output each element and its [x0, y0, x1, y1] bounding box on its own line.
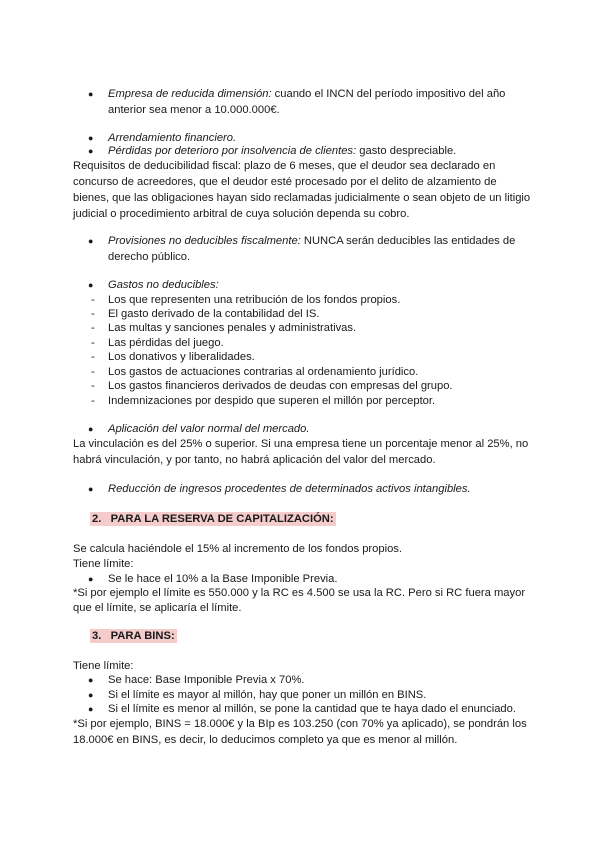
- bins-bullet: Se hace: Base Imponible Previa x 70%.: [108, 674, 305, 686]
- requisitos-line: judicial o procedimiento arbitral de cuya solución dependa su cobro.: [73, 208, 410, 220]
- gastos-item: Los gastos de actuaciones contrarias al ordenamiento jurídico.: [108, 366, 419, 378]
- bins-bullet: Si el límite es mayor al millón, hay que poner un millón en BINS.: [108, 689, 427, 701]
- dash-marker: -: [91, 395, 95, 407]
- limite-bullet: Se le hace el 10% a la Base Imponible Previa.: [108, 573, 338, 585]
- dash-marker: -: [91, 337, 95, 349]
- arrendamiento-item: Arrendamiento financiero.: [108, 132, 237, 144]
- dash-marker: -: [91, 366, 95, 378]
- bullet-icon: ●: [88, 89, 94, 99]
- valor-title: Aplicación del valor normal del mercado.: [108, 423, 310, 435]
- example-line: que el límite, se aplicaría el límite.: [73, 602, 242, 614]
- bullet-icon: ●: [88, 574, 94, 584]
- gastos-item: Los donativos y liberalidades.: [108, 351, 255, 363]
- bullet-icon: ●: [88, 236, 94, 246]
- dash-marker: -: [91, 294, 95, 306]
- bins-bullet: Si el límite es menor al millón, se pone la cantidad que te haya dado el enunciado.: [108, 703, 516, 715]
- empresa-line-2: anterior sea menor a 10.000.000€.: [108, 104, 280, 116]
- reduccion-item: Reducción de ingresos procedentes de determinados activos intangibles.: [108, 483, 471, 495]
- limite-label: Tiene límite:: [73, 558, 134, 570]
- section-title: PARA BINS:: [110, 630, 175, 642]
- perdidas-item: [108, 143, 456, 159]
- dash-marker: -: [91, 351, 95, 363]
- perdidas-title: Pérdidas por deterioro por insolvencia de clientes:: [108, 145, 357, 157]
- perdidas-text: gasto despreciable.: [356, 145, 457, 157]
- provisiones-title: Provisiones no deducibles fiscalmente:: [108, 235, 301, 247]
- section-title: PARA LA RESERVA DE CAPITALIZACIÓN:: [110, 513, 334, 525]
- gastos-item: Indemnizaciones por despido que superen el millón por perceptor.: [108, 395, 436, 407]
- bullet-icon: ●: [88, 280, 94, 290]
- provisiones-line-2: derecho público.: [108, 251, 191, 263]
- gastos-item: El gasto derivado de la contabilidad del IS.: [108, 308, 320, 320]
- gastos-item: Los gastos financieros derivados de deudas con empresas del grupo.: [108, 380, 453, 392]
- empresa-title: Empresa de reducida dimensión:: [108, 88, 272, 100]
- gastos-item: Las pérdidas del juego.: [108, 337, 224, 349]
- provisiones-line-1: [108, 233, 515, 249]
- bullet-icon: ●: [88, 690, 94, 700]
- section-heading: [90, 628, 177, 644]
- requisitos-line: concurso de acreedores, que el deudor esté procesado por el delito de alzamiento de: [73, 176, 497, 188]
- calc-text: Se calcula haciéndole el 15% al incremento de los fondos propios.: [73, 543, 402, 555]
- gastos-item: Las multas y sanciones penales y administrativas.: [108, 322, 357, 334]
- dash-marker: -: [91, 322, 95, 334]
- bullet-icon: ●: [88, 675, 94, 685]
- dash-marker: -: [91, 380, 95, 392]
- bullet-icon: ●: [88, 146, 94, 156]
- bullet-icon: ●: [88, 133, 94, 143]
- limite-label: Tiene límite:: [73, 660, 134, 672]
- empresa-text: cuando el INCN del período impositivo del año: [271, 88, 506, 100]
- example-line: *Si por ejemplo, BINS = 18.000€ y la BIp es 103.250 (con 70% ya aplicado), se pondrán los: [73, 718, 527, 730]
- bullet-icon: ●: [88, 704, 94, 714]
- example-line: 18.000€ en BINS, es decir, lo deducimos completo ya que es menor al millón.: [73, 734, 458, 746]
- dash-marker: -: [91, 308, 95, 320]
- bullet-icon: ●: [88, 424, 94, 434]
- example-line: *Si por ejemplo el límite es 550.000 y la RC es 4.500 se usa la RC. Pero si RC fuera mayor: [73, 587, 526, 599]
- vinculacion-line: habrá vinculación, y por tanto, no habrá aplicación del valor del mercado.: [73, 454, 436, 466]
- provisiones-text: NUNCA serán deducibles las entidades de: [300, 235, 516, 247]
- requisitos-line: Requisitos de deducibilidad fiscal: plazo de 6 meses, que el deudor sea declarado en: [73, 160, 496, 172]
- requisitos-line: bienes, que las obligaciones hayan sido reclamadas judicialmente o sean objeto de un litigio: [73, 192, 531, 204]
- section-heading: [90, 511, 336, 527]
- section-number: 2.: [92, 513, 102, 525]
- vinculacion-line: La vinculación es del 25% o superior. Si una empresa tiene un porcentaje menor al 25%, no: [73, 438, 529, 450]
- gastos-item: Los que representen una retribución de los fondos propios.: [108, 294, 401, 306]
- bullet-icon: ●: [88, 484, 94, 494]
- section-number: 3.: [92, 630, 102, 642]
- empresa-line-1: [108, 86, 505, 102]
- gastos-title: Gastos no deducibles:: [108, 279, 219, 291]
